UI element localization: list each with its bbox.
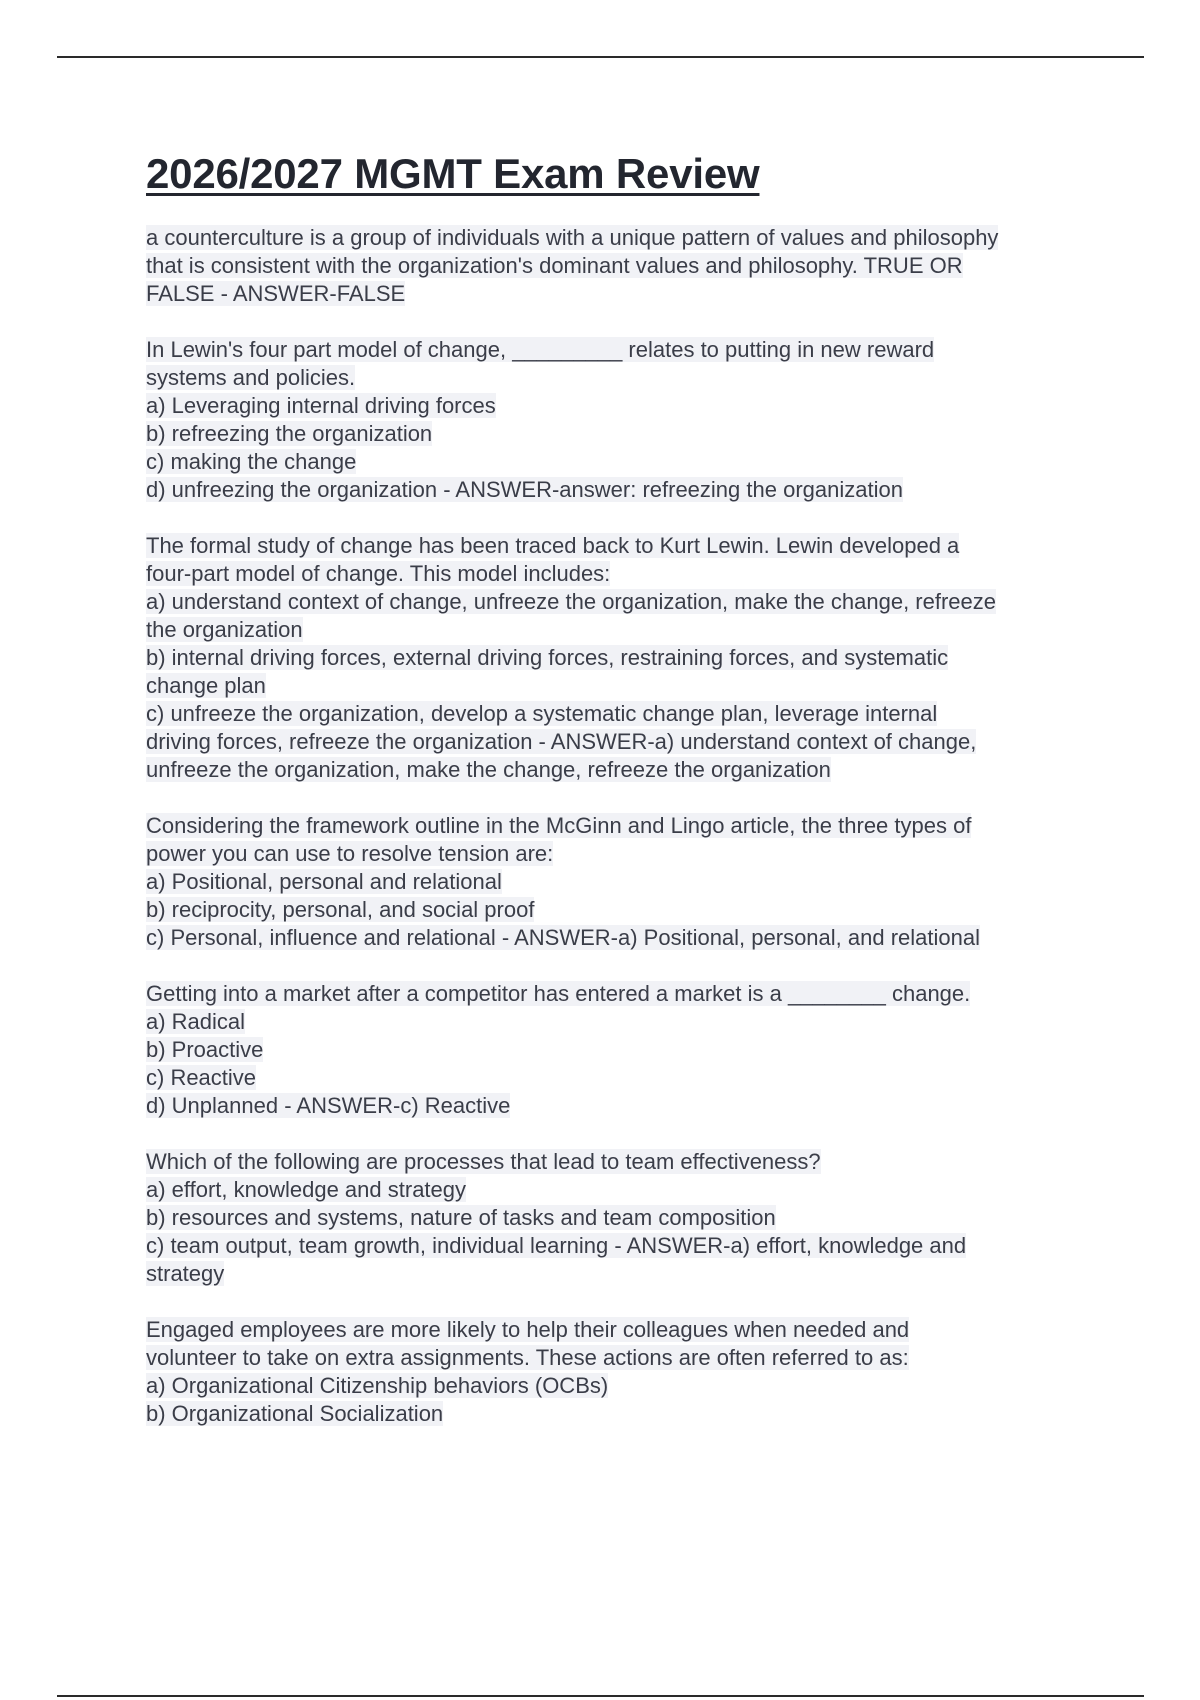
text-line: four-part model of change. This model includes:	[146, 561, 611, 586]
text-line: a) Radical	[146, 1009, 246, 1034]
text-line: c) unfreeze the organization, develop a systematic change plan, leverage internal	[146, 701, 938, 726]
qa-block	[146, 980, 1096, 1120]
text-line: FALSE - ANSWER-FALSE	[146, 281, 406, 306]
text-line: c) Reactive	[146, 1065, 257, 1090]
text-line: volunteer to take on extra assignments. These actions are often referred to as:	[146, 1345, 909, 1370]
qa-block	[146, 1316, 1096, 1428]
text-line: change plan	[146, 673, 266, 698]
text-line: power you can use to resolve tension are:	[146, 841, 554, 866]
qa-block	[146, 224, 1096, 308]
text-line: Considering the framework outline in the McGinn and Lingo article, the three types of	[146, 813, 972, 838]
qa-block	[146, 336, 1096, 504]
text-line: a) understand context of change, unfreeze the organization, make the change, refreeze	[146, 589, 996, 614]
text-line: systems and policies.	[146, 365, 356, 390]
text-line: The formal study of change has been traced back to Kurt Lewin. Lewin developed a	[146, 533, 960, 558]
qa-block	[146, 532, 1096, 784]
text-line: b) internal driving forces, external driving forces, restraining forces, and systematic	[146, 645, 949, 670]
document-body	[146, 146, 1096, 1456]
text-line: c) team output, team growth, individual learning - ANSWER-a) effort, knowledge and	[146, 1233, 967, 1258]
text-line: c) Personal, influence and relational - ANSWER-a) Positional, personal, and relational	[146, 925, 980, 950]
bottom-rule	[57, 1695, 1144, 1697]
top-rule	[57, 56, 1144, 58]
text-line: a) Organizational Citizenship behaviors (OCBs)	[146, 1373, 609, 1398]
text-line: b) resources and systems, nature of tasks and team composition	[146, 1205, 776, 1230]
text-line: unfreeze the organization, make the change, refreeze the organization	[146, 757, 831, 782]
qa-block	[146, 1148, 1096, 1288]
text-line: c) making the change	[146, 449, 357, 474]
text-line: b) refreezing the organization	[146, 421, 433, 446]
qa-block	[146, 812, 1096, 952]
text-line: In Lewin's four part model of change, _________ relates to putting in new reward	[146, 337, 935, 362]
text-line: a) effort, knowledge and strategy	[146, 1177, 467, 1202]
text-line: that is consistent with the organization's dominant values and philosophy. TRUE OR	[146, 253, 963, 278]
text-line: Engaged employees are more likely to help their colleagues when needed and	[146, 1317, 910, 1342]
text-line: b) Organizational Socialization	[146, 1401, 444, 1426]
text-line: b) Proactive	[146, 1037, 264, 1062]
text-line: a) Leveraging internal driving forces	[146, 393, 496, 418]
text-line: a counterculture is a group of individuals with a unique pattern of values and philosophy	[146, 225, 999, 250]
text-line: Getting into a market after a competitor has entered a market is a ________ change.	[146, 981, 971, 1006]
document-title: 2026/2027 MGMT Exam Review	[146, 150, 760, 197]
text-line: driving forces, refreeze the organization - ANSWER-a) understand context of change,	[146, 729, 977, 754]
text-line: d) unfreezing the organization - ANSWER-answer: refreezing the organization	[146, 477, 903, 502]
text-line: Which of the following are processes that lead to team effectiveness?	[146, 1149, 821, 1174]
text-line: the organization	[146, 617, 303, 642]
text-line: a) Positional, personal and relational	[146, 869, 502, 894]
text-line: d) Unplanned - ANSWER-c) Reactive	[146, 1093, 511, 1118]
text-line: strategy	[146, 1261, 225, 1286]
text-line: b) reciprocity, personal, and social proof	[146, 897, 535, 922]
